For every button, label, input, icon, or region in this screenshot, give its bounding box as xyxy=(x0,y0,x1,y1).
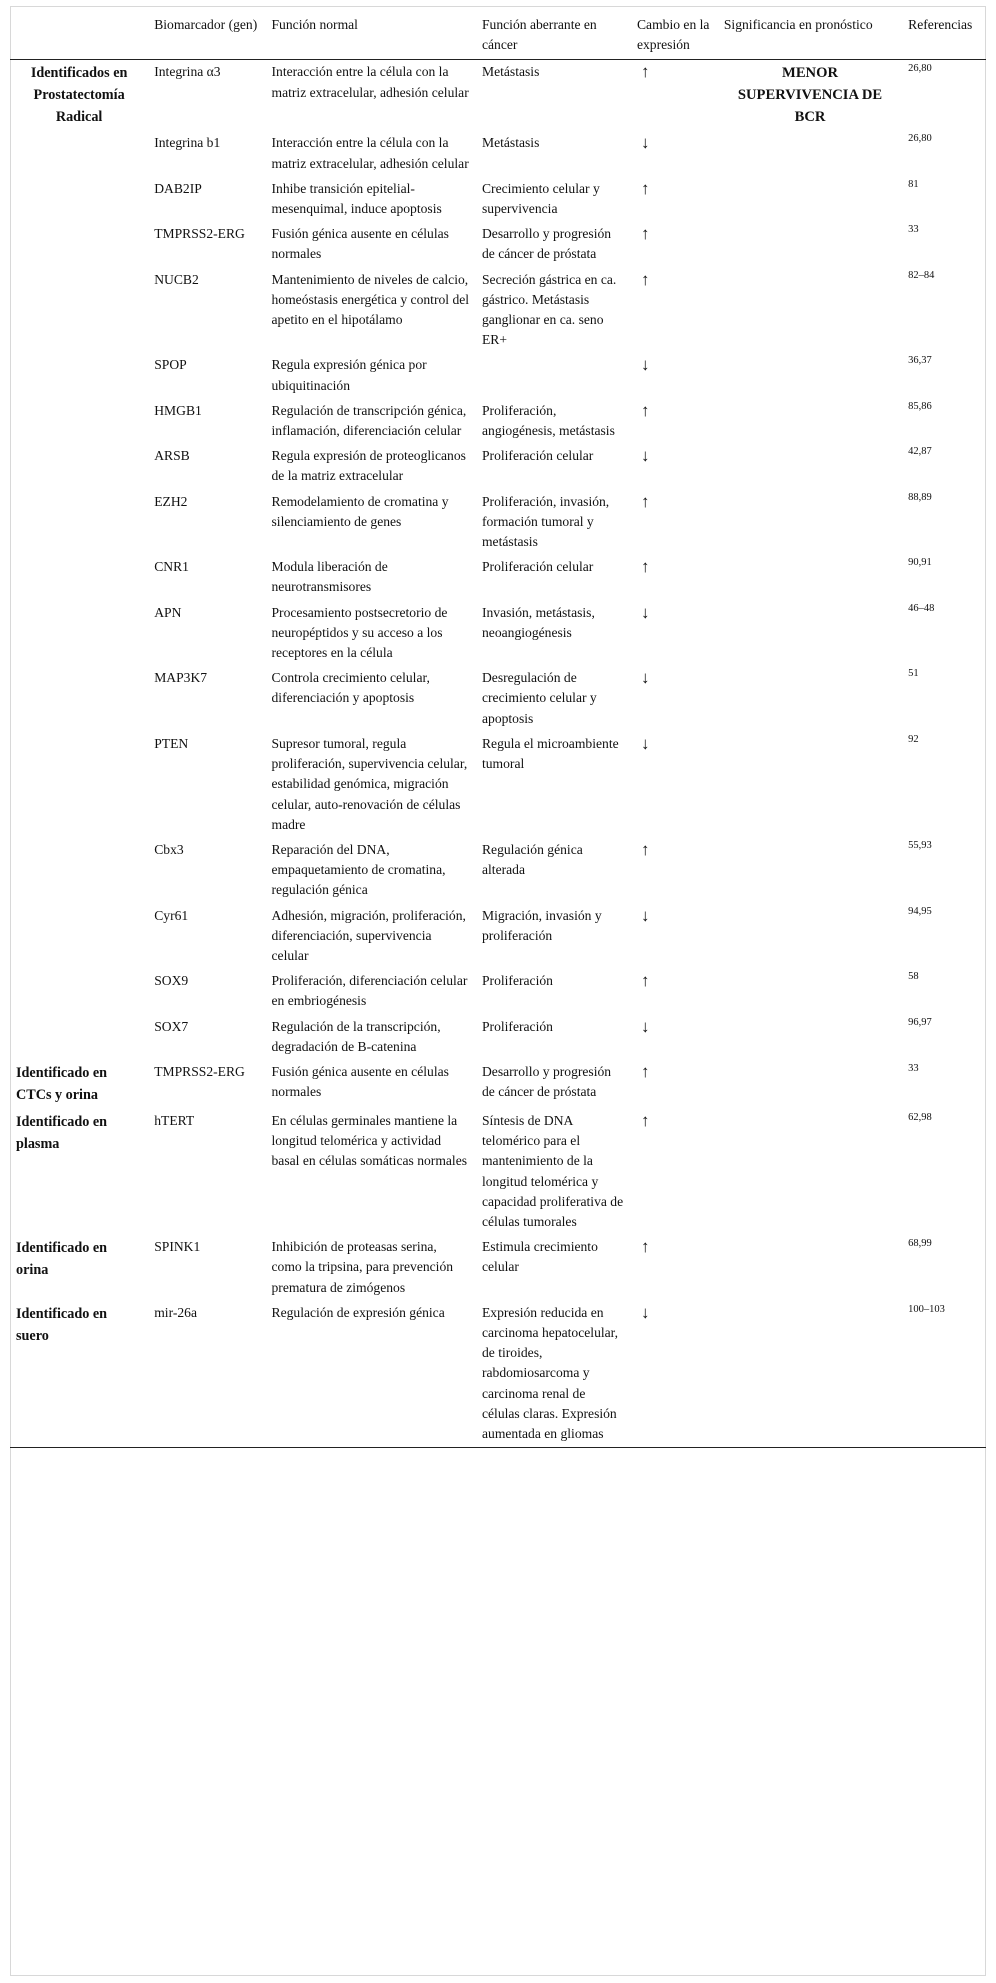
expression-change-arrow: ↓ xyxy=(640,905,650,925)
reference-cell: 82–84 xyxy=(908,269,935,281)
normal-function-cell: Supresor tumoral, regula proliferación, supervivencia celular, estabilidad genómica, migración celular, auto-renovación de células madre xyxy=(271,735,468,832)
aberrant-function-cell: Desregulación de crecimiento celular y apoptosis xyxy=(481,670,597,726)
normal-function-cell: Regula expresión génica por ubiquitinación xyxy=(271,357,427,393)
normal-function-cell: Proliferación, diferenciación celular en embriogénesis xyxy=(271,973,468,1009)
biomarker-cell: Cyr61 xyxy=(154,907,189,923)
table-row xyxy=(10,969,986,1014)
group-label: Identificado en orina xyxy=(16,1240,108,1279)
prognostic-significance-cell xyxy=(718,1301,902,1448)
header-expression-change: Cambio en la expresión xyxy=(636,17,710,53)
aberrant-function-cell: Proliferación, angiogénesis, metástasis xyxy=(481,402,615,439)
expression-change-arrow: ↓ xyxy=(640,446,650,466)
prognostic-significance-cell xyxy=(718,490,902,556)
normal-function-cell: Interacción entre la célula con la matriz extracelular, adhesión celular xyxy=(271,64,469,100)
expression-change-arrow: ↓ xyxy=(640,668,650,688)
expression-change-arrow: ↑ xyxy=(640,1061,650,1081)
aberrant-function-cell: Proliferación xyxy=(481,973,553,989)
reference-cell: 90,91 xyxy=(908,557,932,569)
table-row xyxy=(10,399,986,444)
expression-change-arrow: ↑ xyxy=(640,62,650,82)
reference-cell: 26,80 xyxy=(908,63,932,75)
reference-cell: 36,37 xyxy=(908,355,932,367)
aberrant-function-cell: Desarrollo y progresión de cáncer de próstata xyxy=(481,226,612,262)
expression-change-arrow: ↑ xyxy=(640,557,650,577)
prognostic-significance-cell xyxy=(718,1235,902,1301)
normal-function-cell: Mantenimiento de niveles de calcio, homeóstasis energética y control del apetito en el hipotálamo xyxy=(271,271,470,328)
normal-function-cell: Inhibición de proteasas serina, como la tripsina, para prevención prematura de zimógenos xyxy=(271,1239,454,1295)
table-row xyxy=(10,601,986,667)
prognostic-significance-cell xyxy=(718,601,902,667)
table-row xyxy=(10,131,986,176)
prognostic-significance-cell xyxy=(718,131,902,176)
aberrant-function-cell xyxy=(476,353,631,398)
normal-function-cell: Regula expresión de proteoglicanos de la matriz extracelular xyxy=(271,448,466,484)
normal-function-cell: En células germinales mantiene la longitud telomérica y actividad basal en células somáticas normales xyxy=(271,1112,468,1169)
biomarker-cell: NUCB2 xyxy=(154,271,199,287)
prognostic-significance-cell xyxy=(718,555,902,600)
reference-cell: 81 xyxy=(908,178,919,190)
reference-cell: 85,86 xyxy=(908,400,932,412)
normal-function-cell: Remodelamiento de cromatina y silenciamiento de genes xyxy=(271,493,449,529)
header-biomarker: Biomarcador (gen) xyxy=(154,17,258,32)
aberrant-function-cell: Proliferación celular xyxy=(481,559,594,575)
aberrant-function-cell: Secreción gástrica en ca. gástrico. Metástasis ganglionar en ca. seno ER+ xyxy=(481,271,617,348)
aberrant-function-cell: Metástasis xyxy=(481,64,540,80)
reference-cell: 94,95 xyxy=(908,905,932,917)
biomarker-cell: EZH2 xyxy=(154,493,188,509)
biomarker-cell: Integrina α3 xyxy=(154,64,221,80)
normal-function-cell: Controla crecimiento celular, diferenciación y apoptosis xyxy=(271,670,430,706)
reference-cell: 96,97 xyxy=(908,1016,932,1028)
aberrant-function-cell: Migración, invasión y proliferación xyxy=(481,907,602,943)
expression-change-arrow: ↑ xyxy=(640,269,650,289)
biomarker-cell: APN xyxy=(154,604,182,620)
table-row xyxy=(10,268,986,354)
reference-cell: 68,99 xyxy=(908,1238,932,1250)
reference-cell: 33 xyxy=(908,1062,919,1074)
table-row xyxy=(10,490,986,556)
expression-change-arrow: ↑ xyxy=(640,400,650,420)
aberrant-function-cell: Invasión, metástasis, neoangiogénesis xyxy=(481,604,595,640)
prognostic-significance-cell xyxy=(718,177,902,222)
prognostic-significance-cell xyxy=(718,904,902,970)
table-row xyxy=(10,177,986,222)
group-label: Identificado en suero xyxy=(16,1305,108,1344)
reference-cell: 51 xyxy=(908,668,919,680)
prognostic-significance-cell xyxy=(718,222,902,267)
biomarker-cell: Cbx3 xyxy=(154,841,184,857)
prognostic-significance-cell xyxy=(718,353,902,398)
biomarker-cell: SPINK1 xyxy=(154,1239,201,1255)
biomarker-cell: SOX9 xyxy=(154,973,189,989)
prognostic-significance-cell xyxy=(718,666,902,732)
header-normal-function: Función normal xyxy=(271,17,358,32)
expression-change-arrow: ↑ xyxy=(640,1237,650,1257)
expression-change-arrow: ↓ xyxy=(640,602,650,622)
group-label: Identificado en CTCs y orina xyxy=(16,1064,108,1103)
normal-function-cell: Fusión génica ausente en células normales xyxy=(271,1063,449,1100)
table-row xyxy=(10,838,986,904)
normal-function-cell: Procesamiento postsecretorio de neuropéptidos y su acceso a los receptores en la célula xyxy=(271,604,448,661)
aberrant-function-cell: Regula el microambiente tumoral xyxy=(481,735,619,772)
reference-cell: 58 xyxy=(908,971,919,983)
normal-function-cell: Regulación de transcripción génica, inflamación, diferenciación celular xyxy=(271,402,467,439)
expression-change-arrow: ↓ xyxy=(640,1016,650,1036)
group-label: Identificado en plasma xyxy=(16,1113,108,1152)
prognostic-significance-cell xyxy=(718,838,902,904)
expression-change-arrow: ↑ xyxy=(640,224,650,244)
table-row xyxy=(10,1060,986,1109)
header-group xyxy=(10,8,148,60)
normal-function-cell: Regulación de la transcripción, degradación de B-catenina xyxy=(271,1018,441,1054)
biomarker-cell: TMPRSS2-ERG xyxy=(154,226,245,242)
prognostic-significance-cell xyxy=(718,1015,902,1060)
expression-change-arrow: ↑ xyxy=(640,491,650,511)
aberrant-function-cell: Regulación génica alterada xyxy=(481,841,583,878)
table-row xyxy=(10,222,986,267)
table-row xyxy=(10,666,986,732)
biomarker-cell: Integrina b1 xyxy=(154,135,221,151)
table-row xyxy=(10,1301,986,1448)
group-label: Identificados en Prostatectomía Radical xyxy=(30,65,128,126)
normal-function-cell: Fusión génica ausente en células normales xyxy=(271,226,449,262)
aberrant-function-cell: Proliferación celular xyxy=(481,448,594,464)
table-row xyxy=(10,732,986,838)
normal-function-cell: Modula liberación de neurotransmisores xyxy=(271,559,388,595)
prognostic-significance-cell xyxy=(718,268,902,354)
aberrant-function-cell: Síntesis de DNA telomérico para el mantenimiento de la longitud telomérica y capacidad proliferativa de células tumorales xyxy=(481,1112,624,1229)
header-aberrant-function: Función aberrante en cáncer xyxy=(481,17,597,53)
normal-function-cell: Inhibe transición epitelial-mesenquimal, induce apoptosis xyxy=(271,180,442,217)
reference-cell: 26,80 xyxy=(908,133,932,145)
expression-change-arrow: ↓ xyxy=(640,733,650,753)
reference-cell: 92 xyxy=(908,733,919,745)
table-row xyxy=(10,444,986,489)
table-row xyxy=(10,1235,986,1301)
biomarker-cell: TMPRSS2-ERG xyxy=(154,1063,245,1079)
biomarker-cell: DAB2IP xyxy=(154,180,202,196)
prognostic-significance-cell xyxy=(718,1109,902,1235)
table-body xyxy=(10,60,986,1448)
reference-cell: 42,87 xyxy=(908,446,932,458)
table-row xyxy=(10,353,986,398)
table-row xyxy=(10,1015,986,1060)
reference-cell: 88,89 xyxy=(908,491,932,503)
aberrant-function-cell: Expresión reducida en carcinoma hepatocelular, de tiroides, rabdomiosarcoma y carcinoma renal de células claras. Expresión aumentada en gliomas xyxy=(481,1304,619,1441)
biomarker-cell: MAP3K7 xyxy=(154,670,208,686)
prognostic-significance-cell xyxy=(718,399,902,444)
expression-change-arrow: ↑ xyxy=(640,178,650,198)
expression-change-arrow: ↑ xyxy=(640,839,650,859)
aberrant-function-cell: Desarrollo y progresión de cáncer de próstata xyxy=(481,1063,612,1100)
table-row xyxy=(10,1109,986,1235)
prognostic-significance-cell xyxy=(718,1060,902,1109)
biomarker-cell: SOX7 xyxy=(154,1018,189,1034)
expression-change-arrow: ↑ xyxy=(640,971,650,991)
biomarker-cell: SPOP xyxy=(154,357,187,373)
biomarker-cell: CNR1 xyxy=(154,559,189,575)
normal-function-cell: Adhesión, migración, proliferación, diferenciación, supervivencia celular xyxy=(271,907,466,963)
aberrant-function-cell: Estimula crecimiento celular xyxy=(481,1239,598,1275)
header-references: Referencias xyxy=(908,17,973,32)
normal-function-cell: Regulación de expresión génica xyxy=(271,1304,445,1320)
table-row xyxy=(10,60,986,132)
expression-change-arrow: ↓ xyxy=(640,355,650,375)
biomarker-cell: mir-26a xyxy=(154,1304,197,1320)
normal-function-cell: Interacción entre la célula con la matriz extracelular, adhesión celular xyxy=(271,135,469,171)
aberrant-function-cell: Proliferación xyxy=(481,1018,553,1034)
biomarker-cell: hTERT xyxy=(154,1112,195,1128)
biomarker-cell: PTEN xyxy=(154,735,189,751)
reference-cell: 62,98 xyxy=(908,1111,932,1123)
header-prognostic-significance: Significancia en pronóstico xyxy=(723,17,873,32)
expression-change-arrow: ↓ xyxy=(640,133,650,153)
prognostic-significance-cell: MENOR SUPERVIVENCIA DE BCR xyxy=(737,65,883,126)
table-row xyxy=(10,904,986,970)
biomarker-table xyxy=(10,8,986,1448)
table-row xyxy=(10,555,986,600)
reference-cell: 55,93 xyxy=(908,839,932,851)
expression-change-arrow: ↓ xyxy=(640,1302,650,1322)
aberrant-function-cell: Proliferación, invasión, formación tumoral y metástasis xyxy=(481,493,610,550)
prognostic-significance-cell xyxy=(718,732,902,838)
aberrant-function-cell: Crecimiento celular y supervivencia xyxy=(481,180,600,217)
normal-function-cell: Reparación del DNA, empaquetamiento de cromatina, regulación génica xyxy=(271,841,446,898)
reference-cell: 33 xyxy=(908,224,919,236)
reference-cell: 46–48 xyxy=(908,602,935,614)
aberrant-function-cell: Metástasis xyxy=(481,135,540,151)
prognostic-significance-cell xyxy=(718,969,902,1014)
biomarker-cell: HMGB1 xyxy=(154,402,202,418)
biomarker-cell: ARSB xyxy=(154,448,190,464)
expression-change-arrow: ↑ xyxy=(640,1110,650,1130)
prognostic-significance-cell xyxy=(718,444,902,489)
table-header-row xyxy=(10,8,986,60)
reference-cell: 100–103 xyxy=(908,1303,945,1315)
